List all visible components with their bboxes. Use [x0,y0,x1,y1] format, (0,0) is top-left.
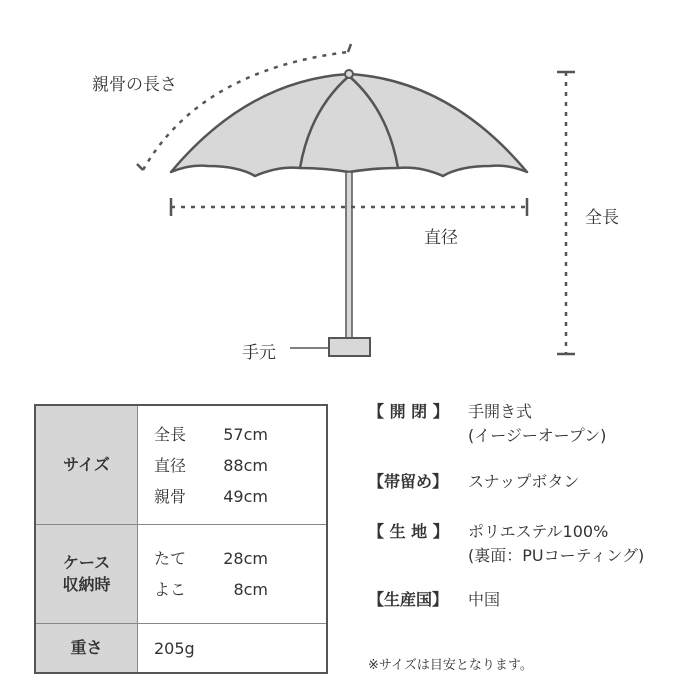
spec-row-weight [36,624,326,672]
size-note: ※サイズは目安となります。 [368,658,533,673]
spec-line [154,481,326,512]
spec-value: 8cm [233,580,268,599]
info-value-line: スナップボタン [468,472,580,491]
rib-length-label: 親骨の長さ [92,75,177,95]
spec-header-case [36,525,138,623]
info-value-line: (イージーオープン) [468,426,607,445]
spec-body-size [138,406,326,524]
spec-key: たて [154,549,187,568]
spec-value: 88cm [223,455,268,475]
spec-line [154,419,326,450]
spec-value: 28cm [223,549,268,568]
spec-key: 親骨 [154,486,187,506]
umbrella-handle [329,338,370,356]
info-item-open-close [368,400,688,448]
spec-row-case [36,525,326,624]
spec-body-weight [138,624,326,672]
diameter-label: 直径 [424,228,458,248]
info-key: 【 生 地 】 [368,522,449,541]
spec-header-size: サイズ [36,406,138,524]
spec-line [154,450,326,481]
info-value [468,520,688,568]
spec-key: 全長 [154,424,187,444]
umbrella-tip [345,70,353,78]
info-value-line: 中国 [468,590,501,609]
info-value [468,400,688,448]
info-key: 【生産国】 [368,590,449,609]
spec-key: 直径 [154,455,187,475]
info-key: 【 開 閉 】 [368,402,449,421]
info-item-origin [368,588,688,612]
info-key: 【帯留め】 [368,472,449,491]
spec-header-case-line1: ケース [62,553,111,573]
spec-row-size [36,406,326,525]
spec-header-case-line2: 収納時 [62,575,111,594]
umbrella-shaft [346,172,352,338]
info-value [468,588,688,612]
spec-key: よこ [154,580,187,599]
info-list [368,400,688,612]
info-value-line: 手開き式 [468,402,533,421]
spec-header-weight: 重さ [36,624,138,672]
info-item-fabric [368,520,688,568]
spec-value: 49cm [223,486,268,506]
info-value [468,470,688,494]
spec-table [34,404,328,674]
info-item-strap [368,470,688,494]
spec-line [154,633,326,664]
info-value-line: (裏面：PUコーティング) [468,546,645,565]
total-length-label: 全長 [585,208,619,228]
umbrella-canopy [171,74,527,176]
info-value-line: ポリエステル100% [468,522,609,541]
handle-label: 手元 [242,343,276,363]
spec-line [154,574,326,605]
spec-value: 57cm [223,424,268,444]
spec-body-case [138,525,326,623]
spec-value: 205g [154,638,195,658]
spec-line [154,543,326,574]
